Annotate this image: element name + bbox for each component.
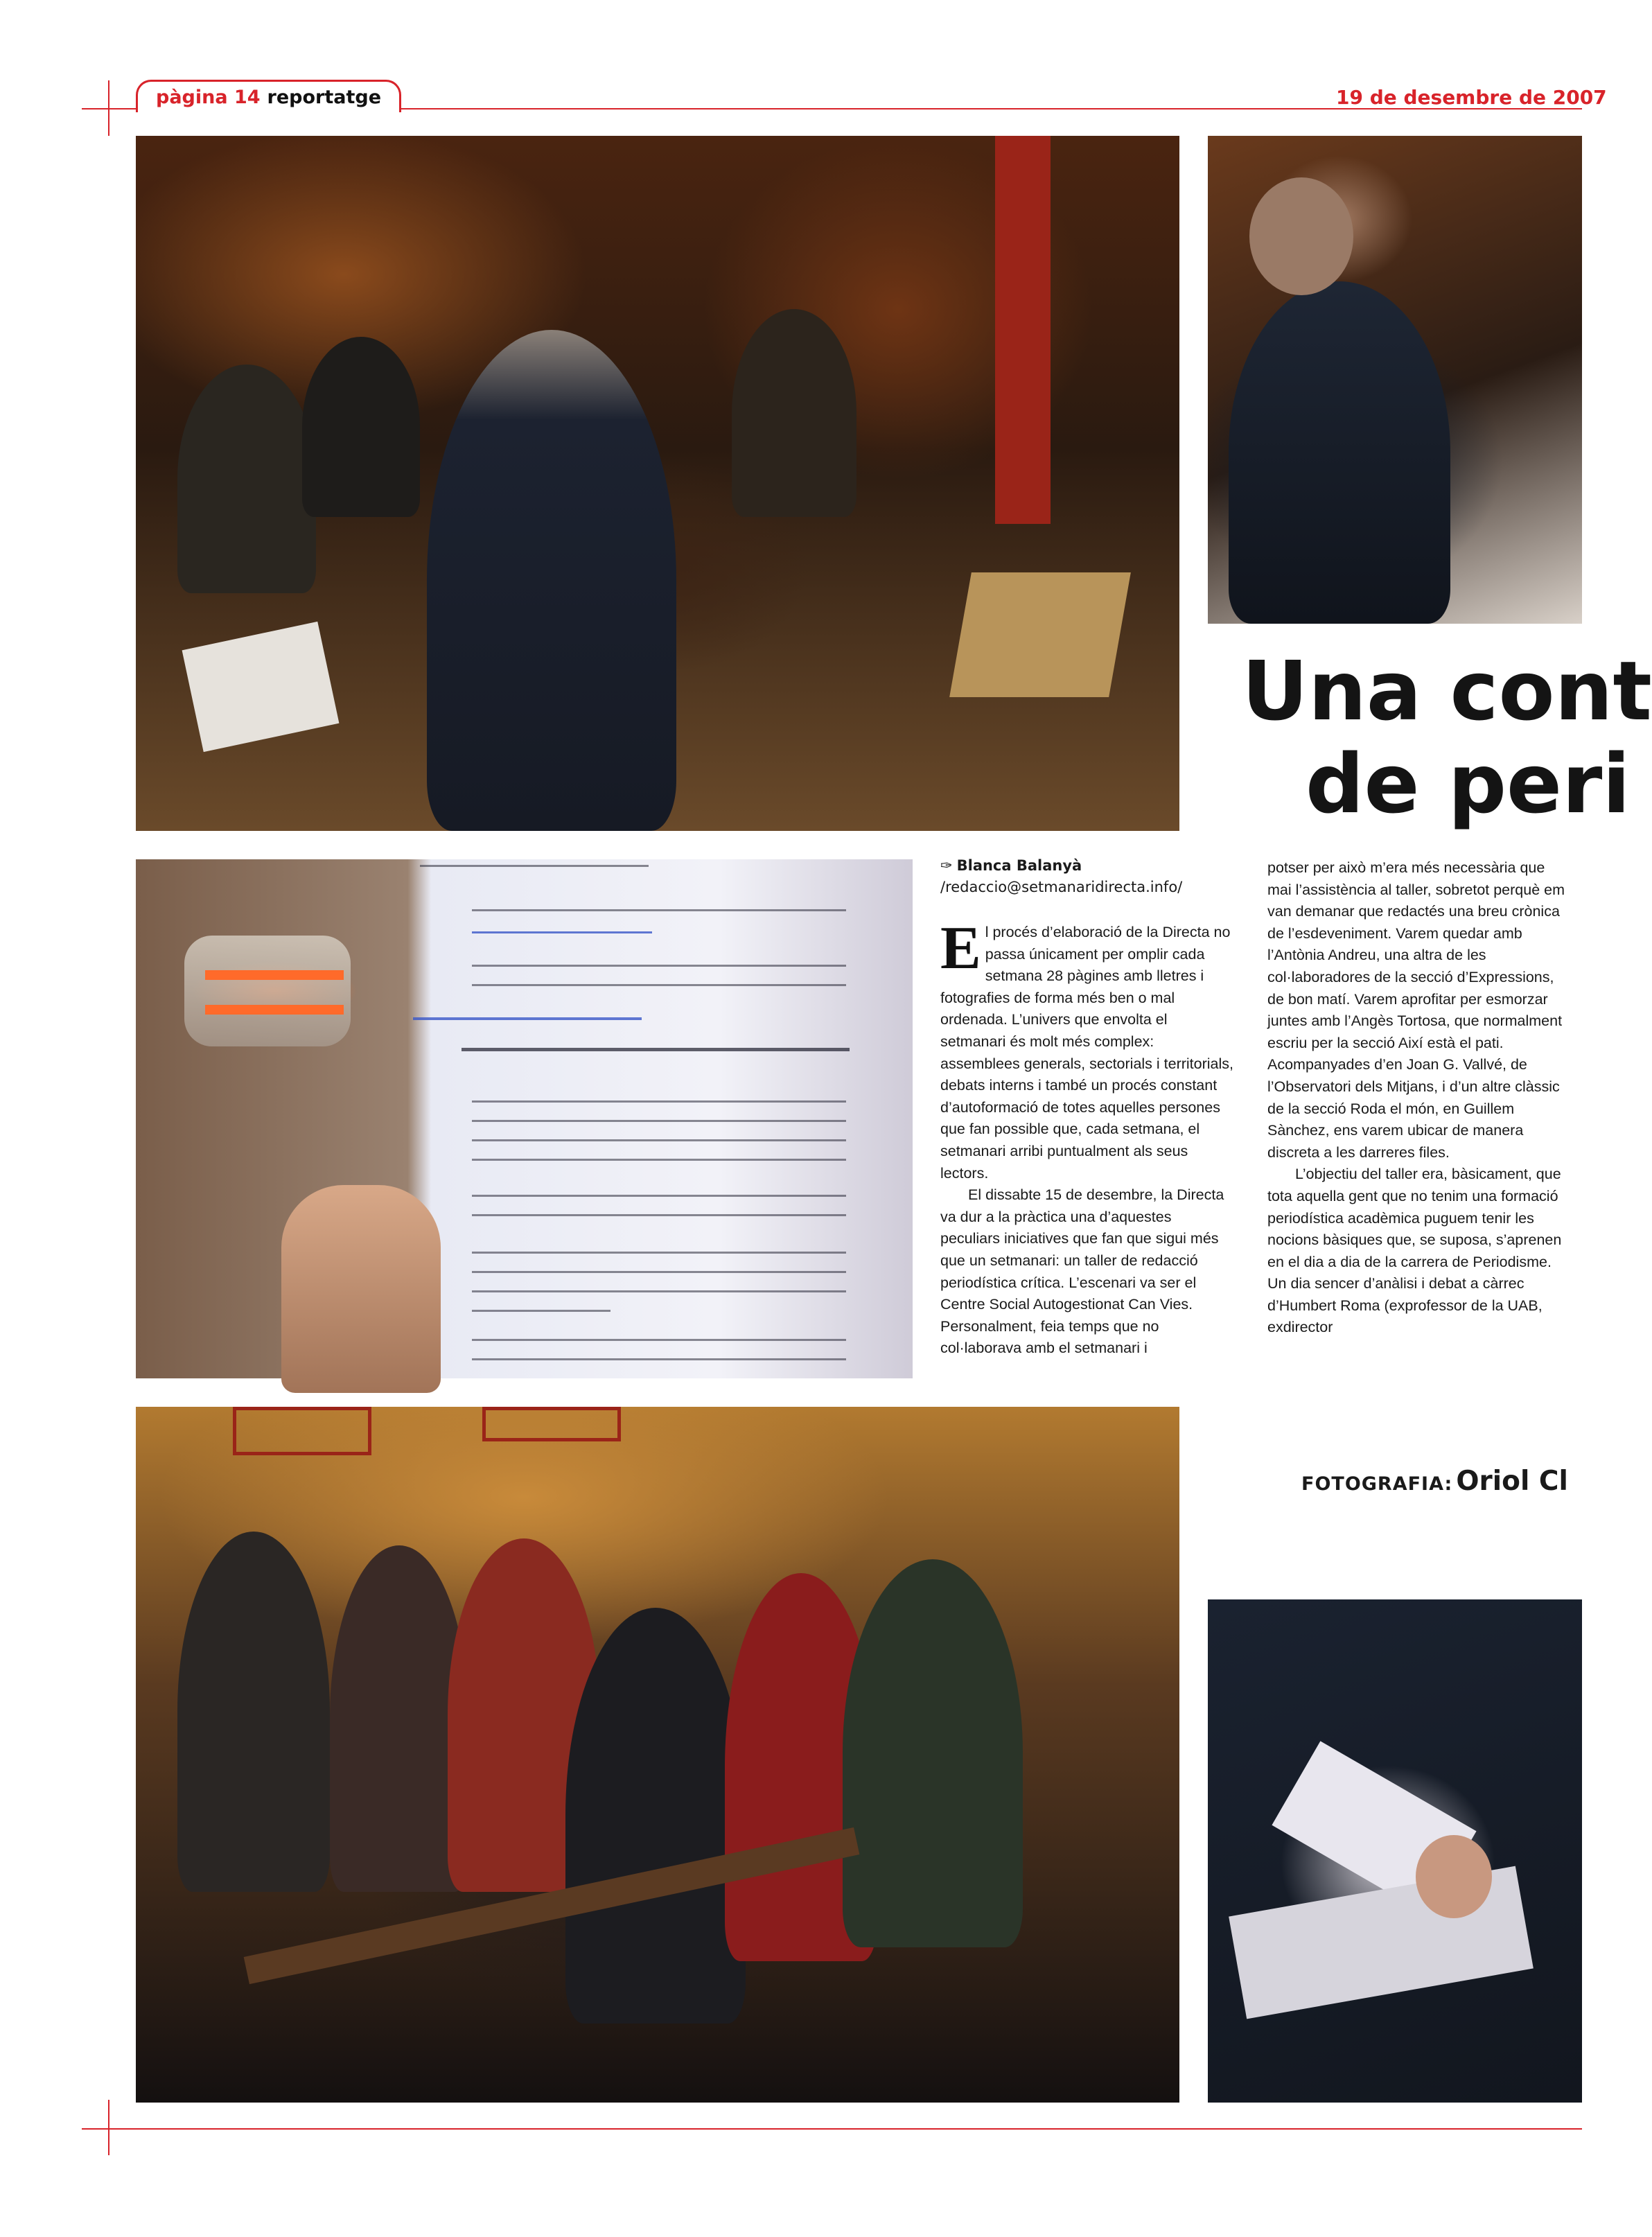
audience-member [565,1608,746,2024]
heading-line [462,1048,850,1051]
audience-member [177,1532,330,1892]
hands-with-papers-photo [1208,1599,1582,2103]
red-frame [233,1407,371,1455]
text-line [472,1100,846,1103]
teacher-head [1249,177,1353,295]
photographer-name: Oriol Cl [1456,1466,1568,1497]
text-line [472,984,846,986]
student-figure [177,365,316,593]
audience-member [843,1559,1023,1947]
student-figure [302,337,420,517]
section-name: reportatge [267,86,382,108]
text-line [472,1339,846,1341]
article-column-2 [1267,857,1565,1339]
article-column-1 [940,915,1235,1360]
article-paragraph: potser per això m’era més necessària que mai l’assistència al taller, sobretot perquè em van demanar que redactés una breu crònica de l’esdeveniment. Varem quedar amb l’Antònia Andreu, una altra de les col·laboradores de la secció d’Expressions, de bon matí. Varem aprofitar per esmorzar juntes amb l’Angès Tortosa, que normalment escriu per la secció Així està el pati. Acompanyades d’en Joan G. Vallvé, de l’Observatori dels Mitjans, i d’un altre clàssic de la secció Roda el món, en Guillem Sànchez, ens varem ubicar de manera discreta a les darreres files. [1267,859,1565,1161]
text-line [472,1139,846,1141]
text-line [472,909,846,911]
text-line [472,1120,846,1122]
hand-holding-paper [281,1185,441,1393]
underline [472,931,652,933]
left-crop-line-top [108,80,109,136]
drop-cap: E [940,915,981,982]
author-email[interactable]: /redaccio@setmanaridirecta.info/ [940,879,1183,895]
pencil-icon: ✑ [940,857,953,874]
text-line [472,1271,846,1273]
student-figure [732,309,856,517]
teacher-closeup-photo [1208,136,1582,624]
text-line [472,965,846,967]
papers [182,622,340,752]
projector [949,572,1131,697]
text-line [472,1290,846,1292]
heater-element [205,1005,344,1015]
text-line [472,1310,610,1312]
red-pillar [995,136,1051,524]
article-paragraph: El dissabte 15 de desembre, la Directa va dur a la pràctica una d’aquestes peculiars iniciatives que fan que sigui més que un setmanari: un taller de redacció periodística crítica. L’escenari va ser el Centre Social Autogestionat Can Vies. Personalment, feia temps que no col·laborava amb el setmanari i [940,1186,1224,1357]
document-sheet [406,859,913,1378]
issue-date: 19 de desembre de 2007 [1336,86,1607,109]
audience-photo [136,1407,1179,2103]
article-paragraph: L’objectiu del taller era, bàsicament, que tota aquella gent que no tenim una formació periodística acadèmica puguem tenir les nocions bàsiques que, se suposa, s’aprenen en el dia a dia de la carrera de Periodisme. Un dia sencer d’anàlisi i debat a càrrec d’Humbert Roma (exprofessor de la UAB, exdirector [1267,1166,1562,1336]
text-line [472,1159,846,1161]
byline [940,857,1082,874]
hand [1416,1835,1492,1918]
bottom-crop-line [82,2128,1582,2130]
headline-line-1: Una cont [1242,643,1652,739]
page-number: pàgina 14 [156,86,261,108]
paragraph-text: l procés d’elaboració de la Directa no passa únicament per omplir cada setmana 28 pàgines amb lletres i fotografies de forma més ben o mal ordenada. L’univers que envolta el setmanari és molt més complex: assemblees generals, sectorials i territorials, debats interns i també un procés constant d’autoformació de totes aquelles persones que fan possible que, cada setmana, el setmanari arribi puntualment als seus lectors. [940,924,1233,1182]
heater-glow [184,936,351,1046]
headline [1242,644,1652,830]
photo-credit [1301,1466,1568,1497]
document-photo [136,859,913,1378]
red-frame [482,1407,621,1441]
classroom-photo [136,136,1179,831]
text-line [472,1214,846,1216]
photo-credit-label: FOTOGRAFIA: [1301,1473,1453,1495]
page-folio-tab [136,80,401,112]
headline-line-2: de peri [1306,736,1631,832]
text-line [472,1358,846,1360]
teacher-figure [427,330,676,831]
left-crop-line-bottom [108,2100,109,2155]
text-line [420,865,649,867]
teacher-figure [1229,281,1450,624]
handwriting [413,1017,642,1020]
heater-element [205,970,344,980]
text-line [472,1195,846,1197]
author-name: Blanca Balanyà [956,857,1082,874]
text-line [472,1252,846,1254]
article-paragraph [940,915,1235,1184]
